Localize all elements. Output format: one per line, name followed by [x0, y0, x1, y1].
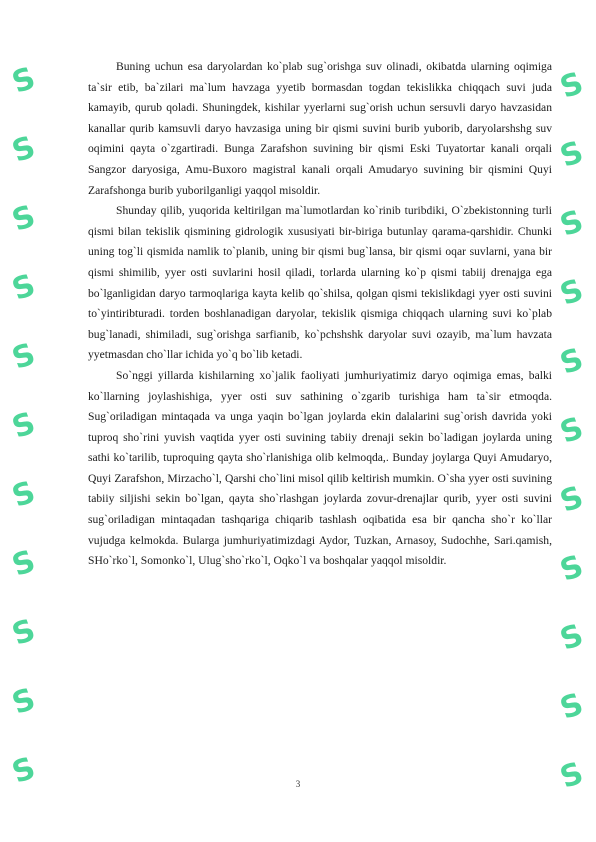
watermark-glyph-left: S: [7, 336, 40, 377]
watermark-glyph-left: S: [7, 681, 40, 722]
watermark-glyph-left: S: [7, 750, 40, 791]
paragraph-3: So`nggi yillarda kishilarning xo`jalik faoliyati jumhuriyatimiz daryo oqimiga emas, balki ko`llarning joylashishiga, yyer osti suv sathining o`zgarib turishiga ham ta`sir etmoqda. Sug`oriladigan mintaqada va unga yaqin bo`lgan joylarda ekin dalalarini sug`orish davrida yoki tuproq sho`rini yuvish vaqtida yyer osti suvining tabiiy drenaji sekin bo`ladigan joylarda uning sathi ko`tarilib, tuproquing qayta sho`rlanishiga olib kelmoqda,. Bunday joylarga Quyi Amudaryo, Quyi Zarafshon, Mirzacho`l, Qarshi cho`lini misol qilib keltirish mumkin. O`sha yyer osti suvining tabiiy siljishi sekin bo`lgan, qayta sho`rlashgan joylarda zovur-drenajlar qurib, yyer osti suvini sug`oriladigan mintaqadan tashqariga chiqarib tashlash oqibatida esa bir qancha sho`r ko`llar vujudga kelmokda. Bularga jumhuriyatimizdagi Aydor, Tuzkan, Arnasoy, Sudochhe, Sari.qamish, SHo`rko`l, Somonko`l, Ulug`sho`rko`l, Oqko`l va boshqalar yaqqol misoldir.: [88, 368, 552, 568]
watermark-glyph-right: S: [555, 617, 588, 658]
watermark-glyph-right: S: [555, 410, 588, 451]
watermark-glyph-right: S: [555, 272, 588, 313]
watermark-glyph-left: S: [7, 60, 40, 101]
paragraph-1: Buning uchun esa daryolardan ko`plab sug`orishga suv olinadi, okibatda ularning oqimiga ta`sir etib, ba`zilari ma`lum havzaga yyetib bormasdan togdan tekislikka chiqqach suvi juda kamayib, qurub qoladi. Shuningdek, kishilar yyerlarni sug`orish uchun sersuvli daryo havzasidan kanallar qurib kamsuvli daryo havzasiga uning bir qismi suvini burib yuborib, daryolarshshg suv oqimini qayta o`zgartiradi. Bunga Zarafshon suvining bir qismi Eski Tuyatortar kanali orqali Sangzor daryosiga, Amu-Buxoro magistral kanali orqali Amudaryo suvining bir qismini Quyi Zarafshonga burib yuborilganligi yaqqol misoldir.: [88, 60, 552, 197]
watermark-glyph-right: S: [555, 203, 588, 244]
watermark-glyph-left: S: [7, 198, 40, 239]
document-body: [88, 57, 552, 572]
watermark-glyph-right: S: [555, 479, 588, 520]
watermark-glyph-left: S: [7, 267, 40, 308]
watermark-glyph-right: S: [555, 686, 588, 727]
watermark-glyph-left: S: [7, 612, 40, 653]
watermark-glyph-right: S: [555, 65, 588, 106]
watermark-glyph-right: S: [555, 548, 588, 589]
watermark-glyph-left: S: [7, 543, 40, 584]
watermark-glyph-right: S: [555, 134, 588, 175]
watermark-glyph-left: S: [7, 405, 40, 446]
watermark-glyph-left: S: [7, 474, 40, 515]
watermark-glyph-left: S: [7, 129, 40, 170]
watermark-glyph-right: S: [555, 341, 588, 382]
page-number: 3: [295, 779, 301, 789]
paragraph-2: Shunday qilib, yuqorida keltirilgan ma`lumotlardan ko`rinib turibdiki, O`zbekistonning turli qismi bilan tekislik qismining gidrologik xususiyati bir-biriga butunlay qarama-qarshidir. Chunki uning tog`li qismida namlik to`planib, uning bir qismi bug`lansa, bir qismi oqar suvlarni, yana bir qismi shimilib, yyer osti suvlarini hosil qiladi, torlarda ularning ko`p qismi tabiij drenajga ega bo`lganligidan daryo tarmoqlariga kayta kelib qo`shilsa, qolgan qismi tekislikdagi yyer osti suvini to`yintiribturadi. torden boshlanadigan daryolar, tekislik qismiga chiqqach ularning suvi ko`plab bug`lanadi, shimiladi, sug`orishga sarfianib, ko`pchshshk daryolar suvi ozayib, ma`lum havzata yyetmasdan cho`llar ichida yo`q bo`lib ketadi.: [88, 204, 552, 362]
watermark-glyph-right: S: [555, 755, 588, 796]
